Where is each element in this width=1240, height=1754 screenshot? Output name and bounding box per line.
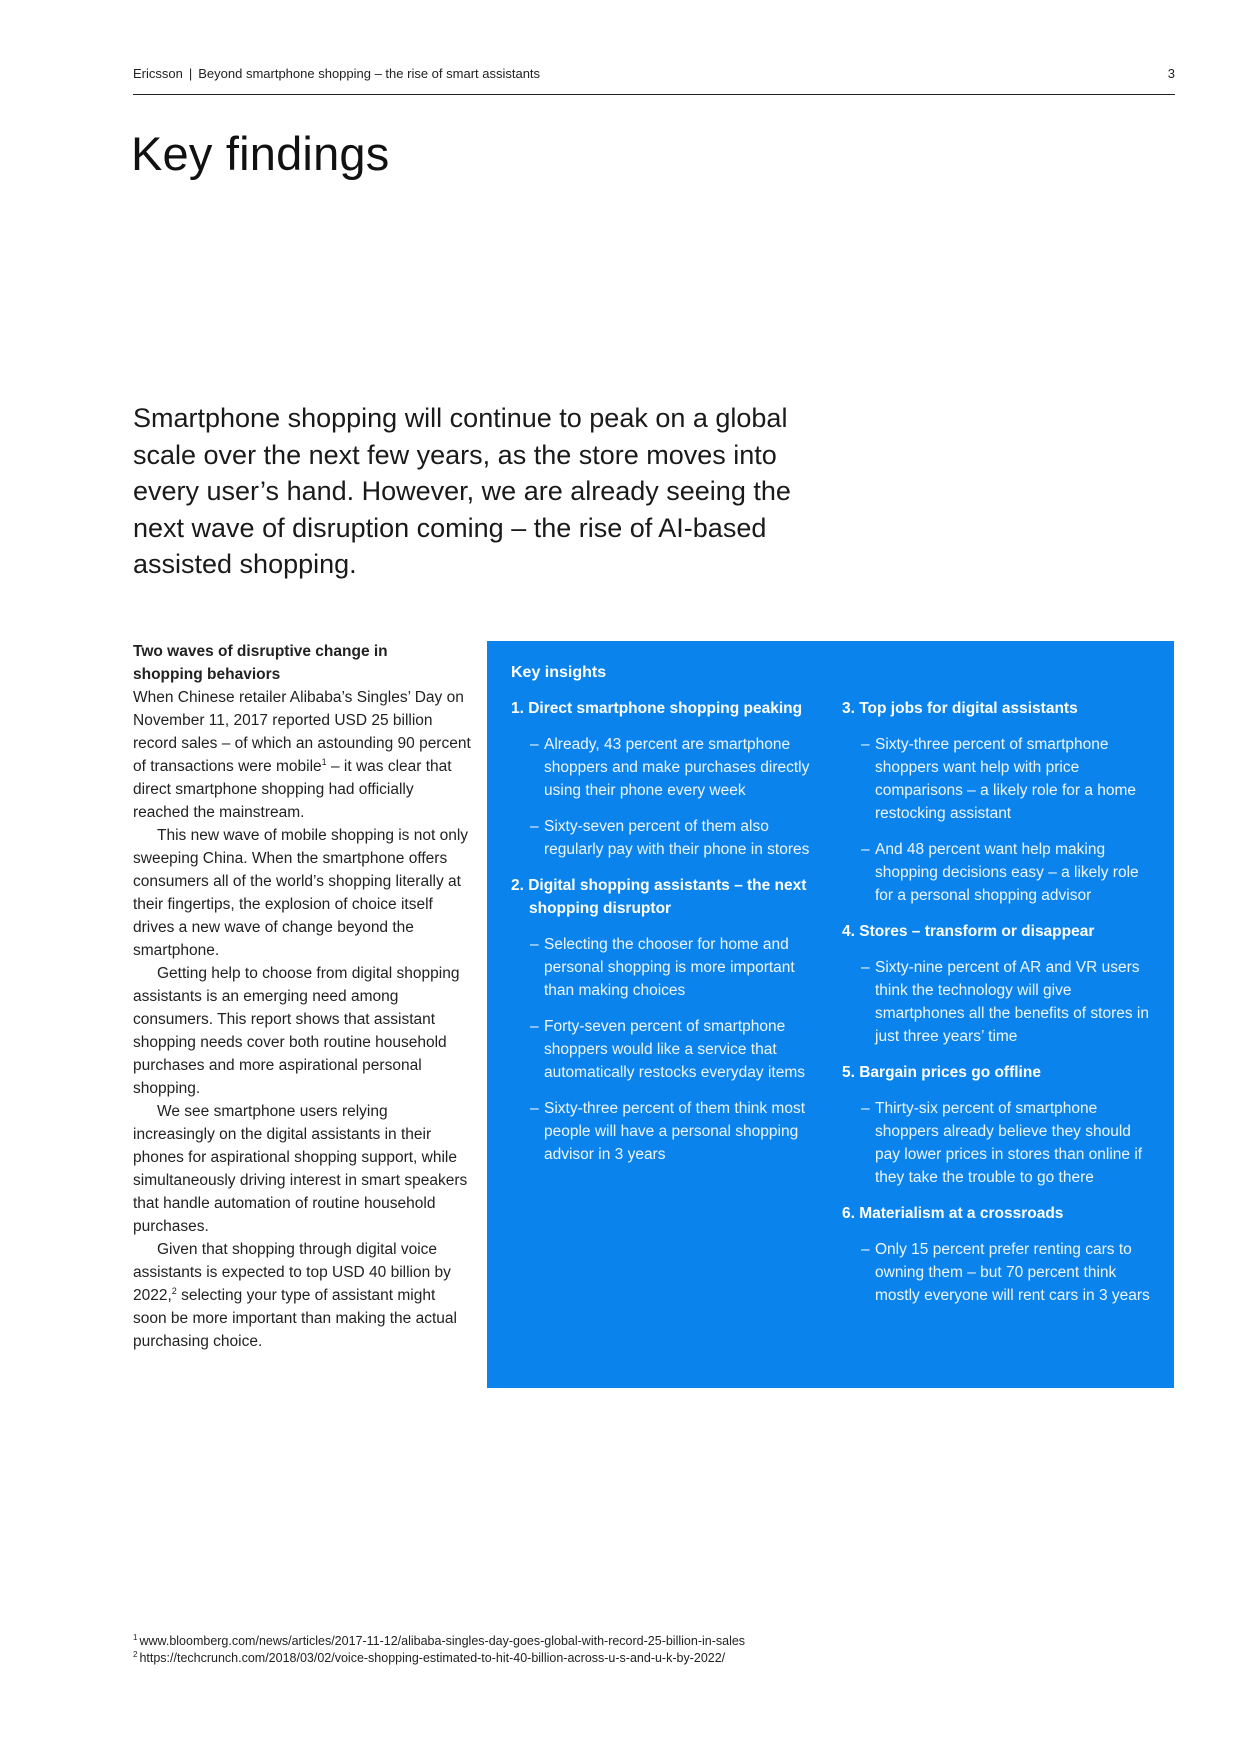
footnotes [133,1633,745,1667]
dash-marker: – [861,736,870,753]
key-insights-title: Key insights [511,664,607,681]
insight-bullet-text: And 48 percent want help making shopping decisions easy – a likely role for a personal shopping advisor [875,841,1139,904]
insight-item-3 [842,697,1152,907]
header-left [133,66,540,81]
dash-marker: – [861,1241,870,1258]
body-paragraph-1-text: When Chinese retailer Alibaba’s Singles’ Day on November 11, 2017 reported USD 25 billion record sales – of which an astounding 90 percent of transactions were mobile [133,689,471,775]
insight-heading: 4. Stores – transform or disappear [842,923,1095,940]
dash-marker: – [530,936,539,953]
insight-heading: 5. Bargain prices go offline [842,1064,1041,1081]
insight-item-2 [511,874,821,1166]
insight-bullets [842,956,1152,1048]
insight-bullet [842,838,1152,907]
dash-marker: – [861,1100,870,1117]
insight-bullet-text: Only 15 percent prefer renting cars to owning them – but 70 percent think mostly everyone will rent cars in 3 years [875,1241,1150,1304]
insight-bullet-text: Thirty-six percent of smartphone shoppers already believe they should pay lower prices in stores than online if they take the trouble to go there [875,1100,1143,1186]
header-report-title: Beyond smartphone shopping – the rise of smart assistants [198,66,541,81]
footnote-link[interactable]: www.bloomberg.com/news/articles/2017-11-12/alibaba-singles-day-goes-global-with-record-25-billion-in-sales [139,1634,746,1648]
insight-bullet-text: Already, 43 percent are smartphone shoppers and make purchases directly using their phone every week [544,736,810,799]
insight-bullet-text: Sixty-nine percent of AR and VR users think the technology will give smartphones all the benefits of stores in just three years’ time [875,959,1149,1045]
dash-marker: – [530,1018,539,1035]
page-header [133,66,1175,95]
insight-bullet-text: Sixty-three percent of them think most people will have a personal shopping advisor in 3 years [544,1100,806,1163]
insight-heading: 6. Materialism at a crossroads [842,1205,1064,1222]
insight-bullet [511,1015,821,1084]
body-paragraph-5 [133,1238,473,1353]
body-paragraph-1 [133,686,473,824]
dash-marker: – [861,841,870,858]
body-paragraph-5-text-cont: selecting your type of assistant might soon be more important than making the actual purchasing choice. [133,1287,457,1350]
insight-bullet [842,956,1152,1048]
body-paragraph-2: This new wave of mobile shopping is not only sweeping China. When the smartphone offers consumers all of the world’s shopping literally at their fingertips, the explosion of choice itself drives a new wave of change beyond the smartphone. [133,827,469,959]
insight-item-4 [842,920,1152,1048]
insight-heading: 3. Top jobs for digital assistants [842,700,1078,717]
insight-bullet [842,1238,1152,1307]
insight-bullet [511,933,821,1002]
footnote-link[interactable]: https://techcrunch.com/2018/03/02/voice-shopping-estimated-to-hit-40-billion-across-u-s-and-u-k-by-2022/ [139,1651,726,1665]
insight-bullet [842,1097,1152,1189]
insight-bullets [511,933,821,1166]
header-separator: | [188,66,193,81]
insight-bullet-text: Sixty-three percent of smartphone shoppers want help with price comparisons – a likely role for a home restocking assistant [875,736,1137,822]
insight-bullet [511,1097,821,1166]
lede-paragraph: Smartphone shopping will continue to peak on a global scale over the next few years, as the store moves into every user’s hand. However, we are already seeing the next wave of disruption coming – the rise of AI-based assisted shopping. [133,403,791,579]
footnote-1 [133,1633,745,1650]
insights-column-left [511,697,821,1179]
footnote-ref-1: 1 [321,757,327,767]
page-title: Key findings [131,127,390,180]
dash-marker: – [530,818,539,835]
body-paragraph-1-text-cont: – it was clear that direct smartphone shopping had officially reached the mainstream. [133,758,452,821]
insight-item-1 [511,697,821,861]
body-paragraph-5-text: Given that shopping through digital voice assistants is expected to top USD 40 billion by 2022, [133,1241,451,1304]
footnote-number: 2 [133,1650,138,1659]
insight-heading: 2. Digital shopping assistants – the next shopping disruptor [511,877,807,917]
body-column [133,640,473,1353]
insight-bullet-text: Forty-seven percent of smartphone shoppers would like a service that automatically restocks everyday items [544,1018,806,1081]
dash-marker: – [530,1100,539,1117]
insight-bullet [511,815,821,861]
dash-marker: – [861,959,870,976]
insight-bullets [511,733,821,861]
insight-bullets [842,1097,1152,1189]
insight-bullet-text: Selecting the chooser for home and personal shopping is more important than making choices [544,936,795,999]
insight-heading: 1. Direct smartphone shopping peaking [511,700,803,717]
insight-item-6 [842,1202,1152,1307]
insight-bullet [842,733,1152,825]
body-paragraph-4: We see smartphone users relying increasingly on the digital assistants in their phones for aspirational shopping support, while simultaneously driving interest in smart speakers that handle automation of routine household purchases. [133,1103,468,1235]
key-insights-box [487,641,1174,1388]
dash-marker: – [530,736,539,753]
insight-bullet-text: Sixty-seven percent of them also regularly pay with their phone in stores [544,818,810,858]
insight-item-5 [842,1061,1152,1189]
insight-bullet [511,733,821,802]
footnote-number: 1 [133,1633,138,1642]
footnote-2 [133,1650,745,1667]
insight-bullets [842,1238,1152,1307]
body-paragraph-3: Getting help to choose from digital shopping assistants is an emerging need among consumers. This report shows that assistant shopping needs cover both routine household purchases and more aspirational personal shopping. [133,965,460,1097]
header-brand: Ericsson [133,66,183,81]
page-number: 3 [1167,66,1175,81]
insights-column-right [842,697,1152,1320]
insight-bullets [842,733,1152,907]
footnote-ref-2: 2 [171,1286,177,1296]
body-heading: Two waves of disruptive change in shopping behaviors [133,643,388,683]
